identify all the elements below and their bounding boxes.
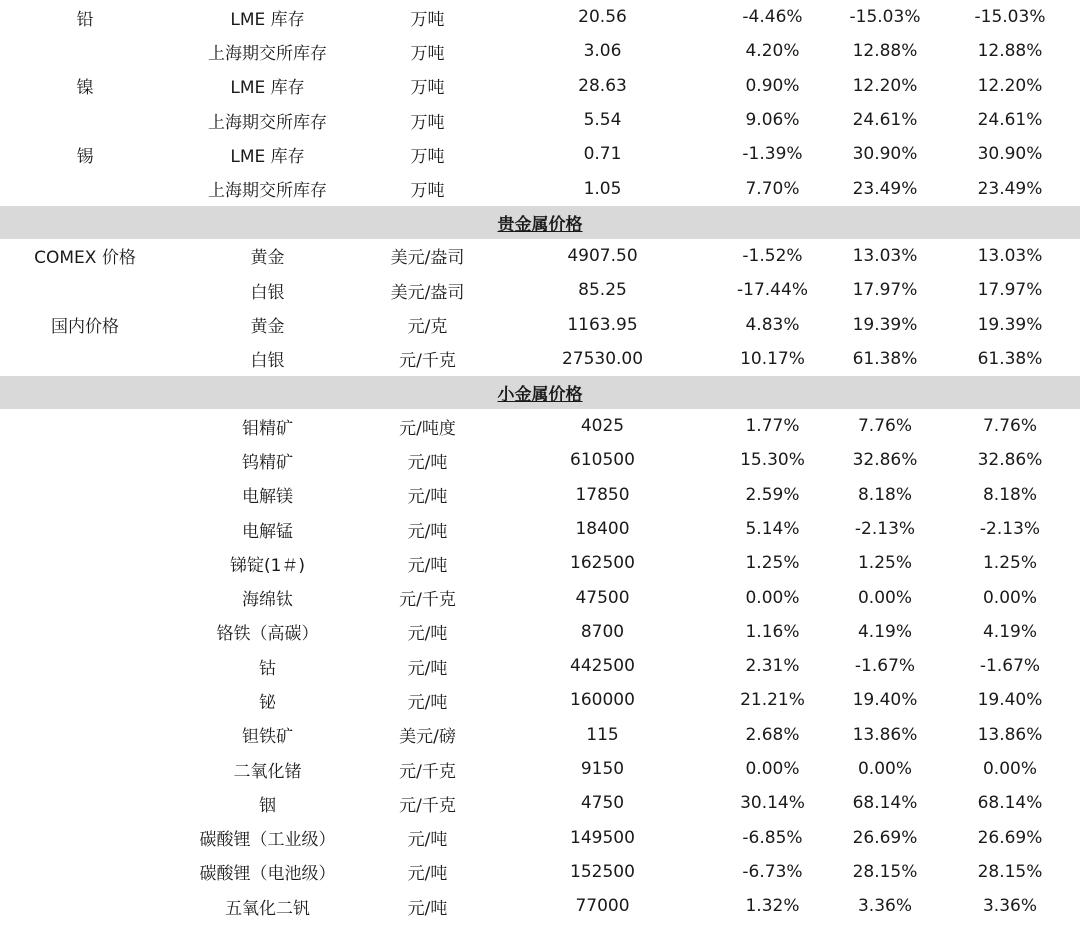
monthly-change-cell: -15.03%: [849, 7, 921, 28]
category-cell: [0, 786, 170, 820]
ytd-change-cell: 4.19%: [982, 621, 1037, 642]
table-row: [0, 718, 1080, 752]
weekly-change-cell: 1.77%: [745, 416, 800, 437]
table-row: [0, 342, 1080, 376]
item-cell: 锑锭(1＃): [229, 555, 306, 576]
category-cell: [0, 580, 170, 614]
ytd-change-cell: 8.18%: [982, 484, 1037, 505]
item-cell: 碳酸锂（工业级）: [199, 830, 336, 851]
weekly-change-cell: 0.00%: [745, 759, 800, 780]
category-cell: 国内价格: [51, 317, 119, 338]
ytd-change-cell: 28.15%: [977, 861, 1043, 882]
weekly-change-cell: -6.85%: [742, 827, 803, 848]
weekly-change-cell: -4.46%: [742, 7, 803, 28]
item-cell: 钼精矿: [242, 418, 293, 439]
unit-cell: 元/吨: [407, 521, 448, 542]
monthly-change-cell: 24.61%: [852, 110, 918, 131]
weekly-change-cell: -6.73%: [742, 861, 803, 882]
monthly-change-cell: 61.38%: [852, 348, 918, 369]
ytd-change-cell: 30.90%: [977, 144, 1043, 165]
monthly-change-cell: 1.25%: [857, 553, 912, 574]
unit-cell: 万吨: [410, 9, 445, 30]
category-cell: COMEX 价格: [34, 248, 136, 269]
table-row: [0, 615, 1080, 649]
unit-cell: 万吨: [410, 43, 445, 64]
table-row: [0, 889, 1080, 923]
ytd-change-cell: 19.40%: [977, 690, 1043, 711]
category-cell: [0, 409, 170, 443]
unit-cell: 美元/磅: [399, 727, 456, 748]
category-cell: [0, 342, 170, 376]
monthly-change-cell: 17.97%: [852, 280, 918, 301]
ytd-change-cell: 0.00%: [982, 759, 1037, 780]
item-cell: 碳酸锂（电池级）: [199, 864, 336, 885]
section-header-row: [0, 376, 1080, 409]
category-cell: [0, 478, 170, 512]
table-row: [0, 34, 1080, 68]
section-header-row: [0, 206, 1080, 239]
ytd-change-cell: 0.00%: [982, 587, 1037, 608]
table-row: [0, 0, 1080, 34]
item-cell: 黄金: [250, 248, 285, 269]
monthly-change-cell: -1.67%: [854, 656, 916, 677]
weekly-change-cell: 1.16%: [745, 621, 800, 642]
weekly-change-cell: 4.83%: [745, 314, 800, 335]
monthly-change-cell: 30.90%: [852, 144, 918, 165]
monthly-change-cell: 0.00%: [857, 587, 912, 608]
value-cell: 162500: [570, 553, 635, 574]
unit-cell: 元/吨度: [399, 418, 456, 439]
value-cell: 3.06: [583, 41, 622, 62]
unit-cell: 元/千克: [399, 351, 456, 372]
item-cell: 白银: [250, 282, 285, 303]
item-cell: 黄金: [250, 317, 285, 338]
ytd-change-cell: 26.69%: [977, 827, 1043, 848]
ytd-change-cell: 19.39%: [977, 314, 1043, 335]
category-cell: [0, 546, 170, 580]
weekly-change-cell: 2.31%: [745, 656, 800, 677]
table-row: [0, 103, 1080, 137]
table-row: [0, 171, 1080, 205]
table-row: [0, 855, 1080, 889]
item-cell: 钽铁矿: [242, 727, 293, 748]
monthly-change-cell: 8.18%: [857, 484, 912, 505]
monthly-change-cell: -2.13%: [854, 519, 916, 539]
category-cell: [0, 718, 170, 752]
item-cell: 海绵钛: [242, 590, 293, 611]
ytd-change-cell: 12.20%: [977, 75, 1043, 96]
monthly-change-cell: 12.88%: [852, 41, 918, 62]
monthly-change-cell: 12.20%: [852, 75, 918, 96]
table-row: [0, 546, 1080, 580]
value-cell: 28.63: [578, 75, 627, 96]
value-cell: 1.05: [583, 178, 622, 199]
weekly-change-cell: -1.52%: [742, 245, 803, 266]
value-cell: 0.71: [583, 144, 622, 165]
unit-cell: 元/吨: [407, 658, 448, 679]
weekly-change-cell: 1.25%: [745, 553, 800, 574]
table-row: [0, 512, 1080, 546]
weekly-change-cell: 7.70%: [745, 178, 800, 199]
item-cell: LME 库存: [230, 9, 305, 30]
item-cell: 电解镁: [242, 487, 293, 508]
unit-cell: 元/吨: [407, 830, 448, 851]
category-cell: [0, 615, 170, 649]
category-cell: [0, 103, 170, 137]
ytd-change-cell: 68.14%: [977, 793, 1043, 814]
weekly-change-cell: 10.17%: [740, 348, 805, 369]
ytd-change-cell: 61.38%: [977, 348, 1043, 369]
value-cell: 5.54: [583, 110, 622, 131]
ytd-change-cell: 24.61%: [977, 110, 1043, 131]
weekly-change-cell: 21.21%: [740, 690, 805, 711]
table-row: [0, 752, 1080, 786]
category-cell: [0, 512, 170, 546]
monthly-change-cell: 28.15%: [852, 861, 918, 882]
weekly-change-cell: 2.59%: [745, 484, 800, 505]
table-row: [0, 649, 1080, 683]
value-cell: 4750: [580, 793, 625, 814]
unit-cell: 元/吨: [407, 864, 448, 885]
section-header: 贵金属价格: [0, 206, 1080, 239]
value-cell: 610500: [570, 450, 635, 471]
unit-cell: 元/千克: [399, 795, 456, 816]
unit-cell: 元/吨: [407, 487, 448, 508]
table-row: [0, 273, 1080, 307]
item-cell: 白银: [250, 351, 285, 372]
unit-cell: 元/吨: [407, 624, 448, 645]
value-cell: 9150: [580, 759, 625, 780]
value-cell: 149500: [570, 827, 635, 848]
monthly-change-cell: 3.36%: [857, 896, 912, 917]
weekly-change-cell: 30.14%: [740, 793, 805, 814]
monthly-change-cell: 4.19%: [857, 621, 912, 642]
category-cell: [0, 273, 170, 307]
item-cell: 铬铁（高碳）: [216, 624, 319, 645]
unit-cell: 万吨: [410, 112, 445, 133]
item-cell: LME 库存: [230, 78, 305, 99]
category-cell: [0, 889, 170, 923]
weekly-change-cell: 1.32%: [745, 896, 800, 917]
item-cell: 二氧化锗: [233, 761, 302, 782]
unit-cell: 美元/盎司: [390, 248, 465, 269]
weekly-change-cell: -1.39%: [742, 144, 803, 165]
category-cell: 锡: [76, 146, 94, 167]
monthly-change-cell: 32.86%: [852, 450, 918, 471]
weekly-change-cell: 4.20%: [745, 41, 800, 62]
value-cell: 1163.95: [567, 314, 638, 335]
weekly-change-cell: 2.68%: [745, 724, 800, 745]
value-cell: 27530.00: [561, 348, 644, 369]
value-cell: 47500: [575, 587, 630, 608]
monthly-change-cell: 13.03%: [852, 245, 918, 266]
category-cell: [0, 34, 170, 68]
monthly-change-cell: 7.76%: [857, 416, 912, 437]
category-cell: [0, 443, 170, 477]
unit-cell: 元/吨: [407, 452, 448, 473]
unit-cell: 元/吨: [407, 898, 448, 919]
value-cell: 4907.50: [567, 245, 638, 266]
value-cell: 115: [586, 724, 619, 745]
table-row: [0, 409, 1080, 443]
unit-cell: 万吨: [410, 78, 445, 99]
value-cell: 20.56: [578, 7, 627, 28]
unit-cell: 元/吨: [407, 555, 448, 576]
weekly-change-cell: 5.14%: [745, 519, 800, 539]
table-row: [0, 580, 1080, 614]
category-cell: [0, 855, 170, 889]
table-row: [0, 478, 1080, 512]
table-row: [0, 137, 1080, 171]
ytd-change-cell: -2.13%: [979, 519, 1041, 539]
item-cell: 电解锰: [242, 521, 293, 542]
value-cell: 8700: [580, 621, 625, 642]
value-cell: 85.25: [578, 280, 627, 301]
category-cell: [0, 683, 170, 717]
unit-cell: 美元/盎司: [390, 282, 465, 303]
ytd-change-cell: 23.49%: [977, 178, 1043, 199]
ytd-change-cell: 32.86%: [977, 450, 1043, 471]
unit-cell: 元/千克: [399, 761, 456, 782]
item-cell: 钨精矿: [242, 452, 293, 473]
item-cell: 上海期交所库存: [208, 181, 327, 202]
item-cell: 铋: [259, 692, 276, 713]
unit-cell: 元/千克: [399, 590, 456, 611]
monthly-change-cell: 19.40%: [852, 690, 918, 711]
weekly-change-cell: 0.90%: [745, 75, 800, 96]
monthly-change-cell: 13.86%: [852, 724, 918, 745]
value-cell: 442500: [570, 656, 635, 677]
table-row: [0, 69, 1080, 103]
category-cell: [0, 821, 170, 855]
category-cell: 镍: [76, 78, 94, 99]
ytd-change-cell: -1.67%: [979, 656, 1041, 677]
value-cell: 4025: [580, 416, 625, 437]
weekly-change-cell: 9.06%: [745, 110, 800, 131]
ytd-change-cell: 12.88%: [977, 41, 1043, 62]
weekly-change-cell: -17.44%: [737, 280, 808, 301]
value-cell: 160000: [570, 690, 635, 711]
table-row: [0, 443, 1080, 477]
ytd-change-cell: 17.97%: [977, 280, 1043, 301]
ytd-change-cell: 13.03%: [977, 245, 1043, 266]
table-row: [0, 239, 1080, 273]
table-row: [0, 821, 1080, 855]
value-cell: 18400: [575, 519, 630, 539]
item-cell: 上海期交所库存: [208, 43, 327, 64]
item-cell: 上海期交所库存: [208, 112, 327, 133]
item-cell: 钴: [259, 658, 276, 679]
category-cell: 铅: [76, 9, 94, 30]
section-header: 小金属价格: [0, 376, 1080, 409]
monthly-change-cell: 26.69%: [852, 827, 918, 848]
monthly-change-cell: 19.39%: [852, 314, 918, 335]
monthly-change-cell: 23.49%: [852, 178, 918, 199]
ytd-change-cell: -15.03%: [974, 7, 1046, 28]
category-cell: [0, 752, 170, 786]
table-row: [0, 683, 1080, 717]
value-cell: 152500: [570, 861, 635, 882]
unit-cell: 元/克: [407, 317, 448, 338]
value-cell: 77000: [575, 896, 630, 917]
category-cell: [0, 649, 170, 683]
ytd-change-cell: 13.86%: [977, 724, 1043, 745]
unit-cell: 万吨: [410, 181, 445, 202]
monthly-change-cell: 0.00%: [857, 759, 912, 780]
ytd-change-cell: 1.25%: [982, 553, 1037, 574]
unit-cell: 万吨: [410, 146, 445, 167]
ytd-change-cell: 3.36%: [982, 896, 1037, 917]
item-cell: 五氧化二钒: [225, 898, 310, 919]
weekly-change-cell: 15.30%: [740, 450, 805, 471]
ytd-change-cell: 7.76%: [982, 416, 1037, 437]
weekly-change-cell: 0.00%: [745, 587, 800, 608]
monthly-change-cell: 68.14%: [852, 793, 918, 814]
category-cell: [0, 171, 170, 205]
item-cell: 铟: [259, 795, 276, 816]
table-row: [0, 786, 1080, 820]
item-cell: LME 库存: [230, 146, 305, 167]
table-row: [0, 307, 1080, 341]
unit-cell: 元/吨: [407, 692, 448, 713]
value-cell: 17850: [575, 484, 630, 505]
